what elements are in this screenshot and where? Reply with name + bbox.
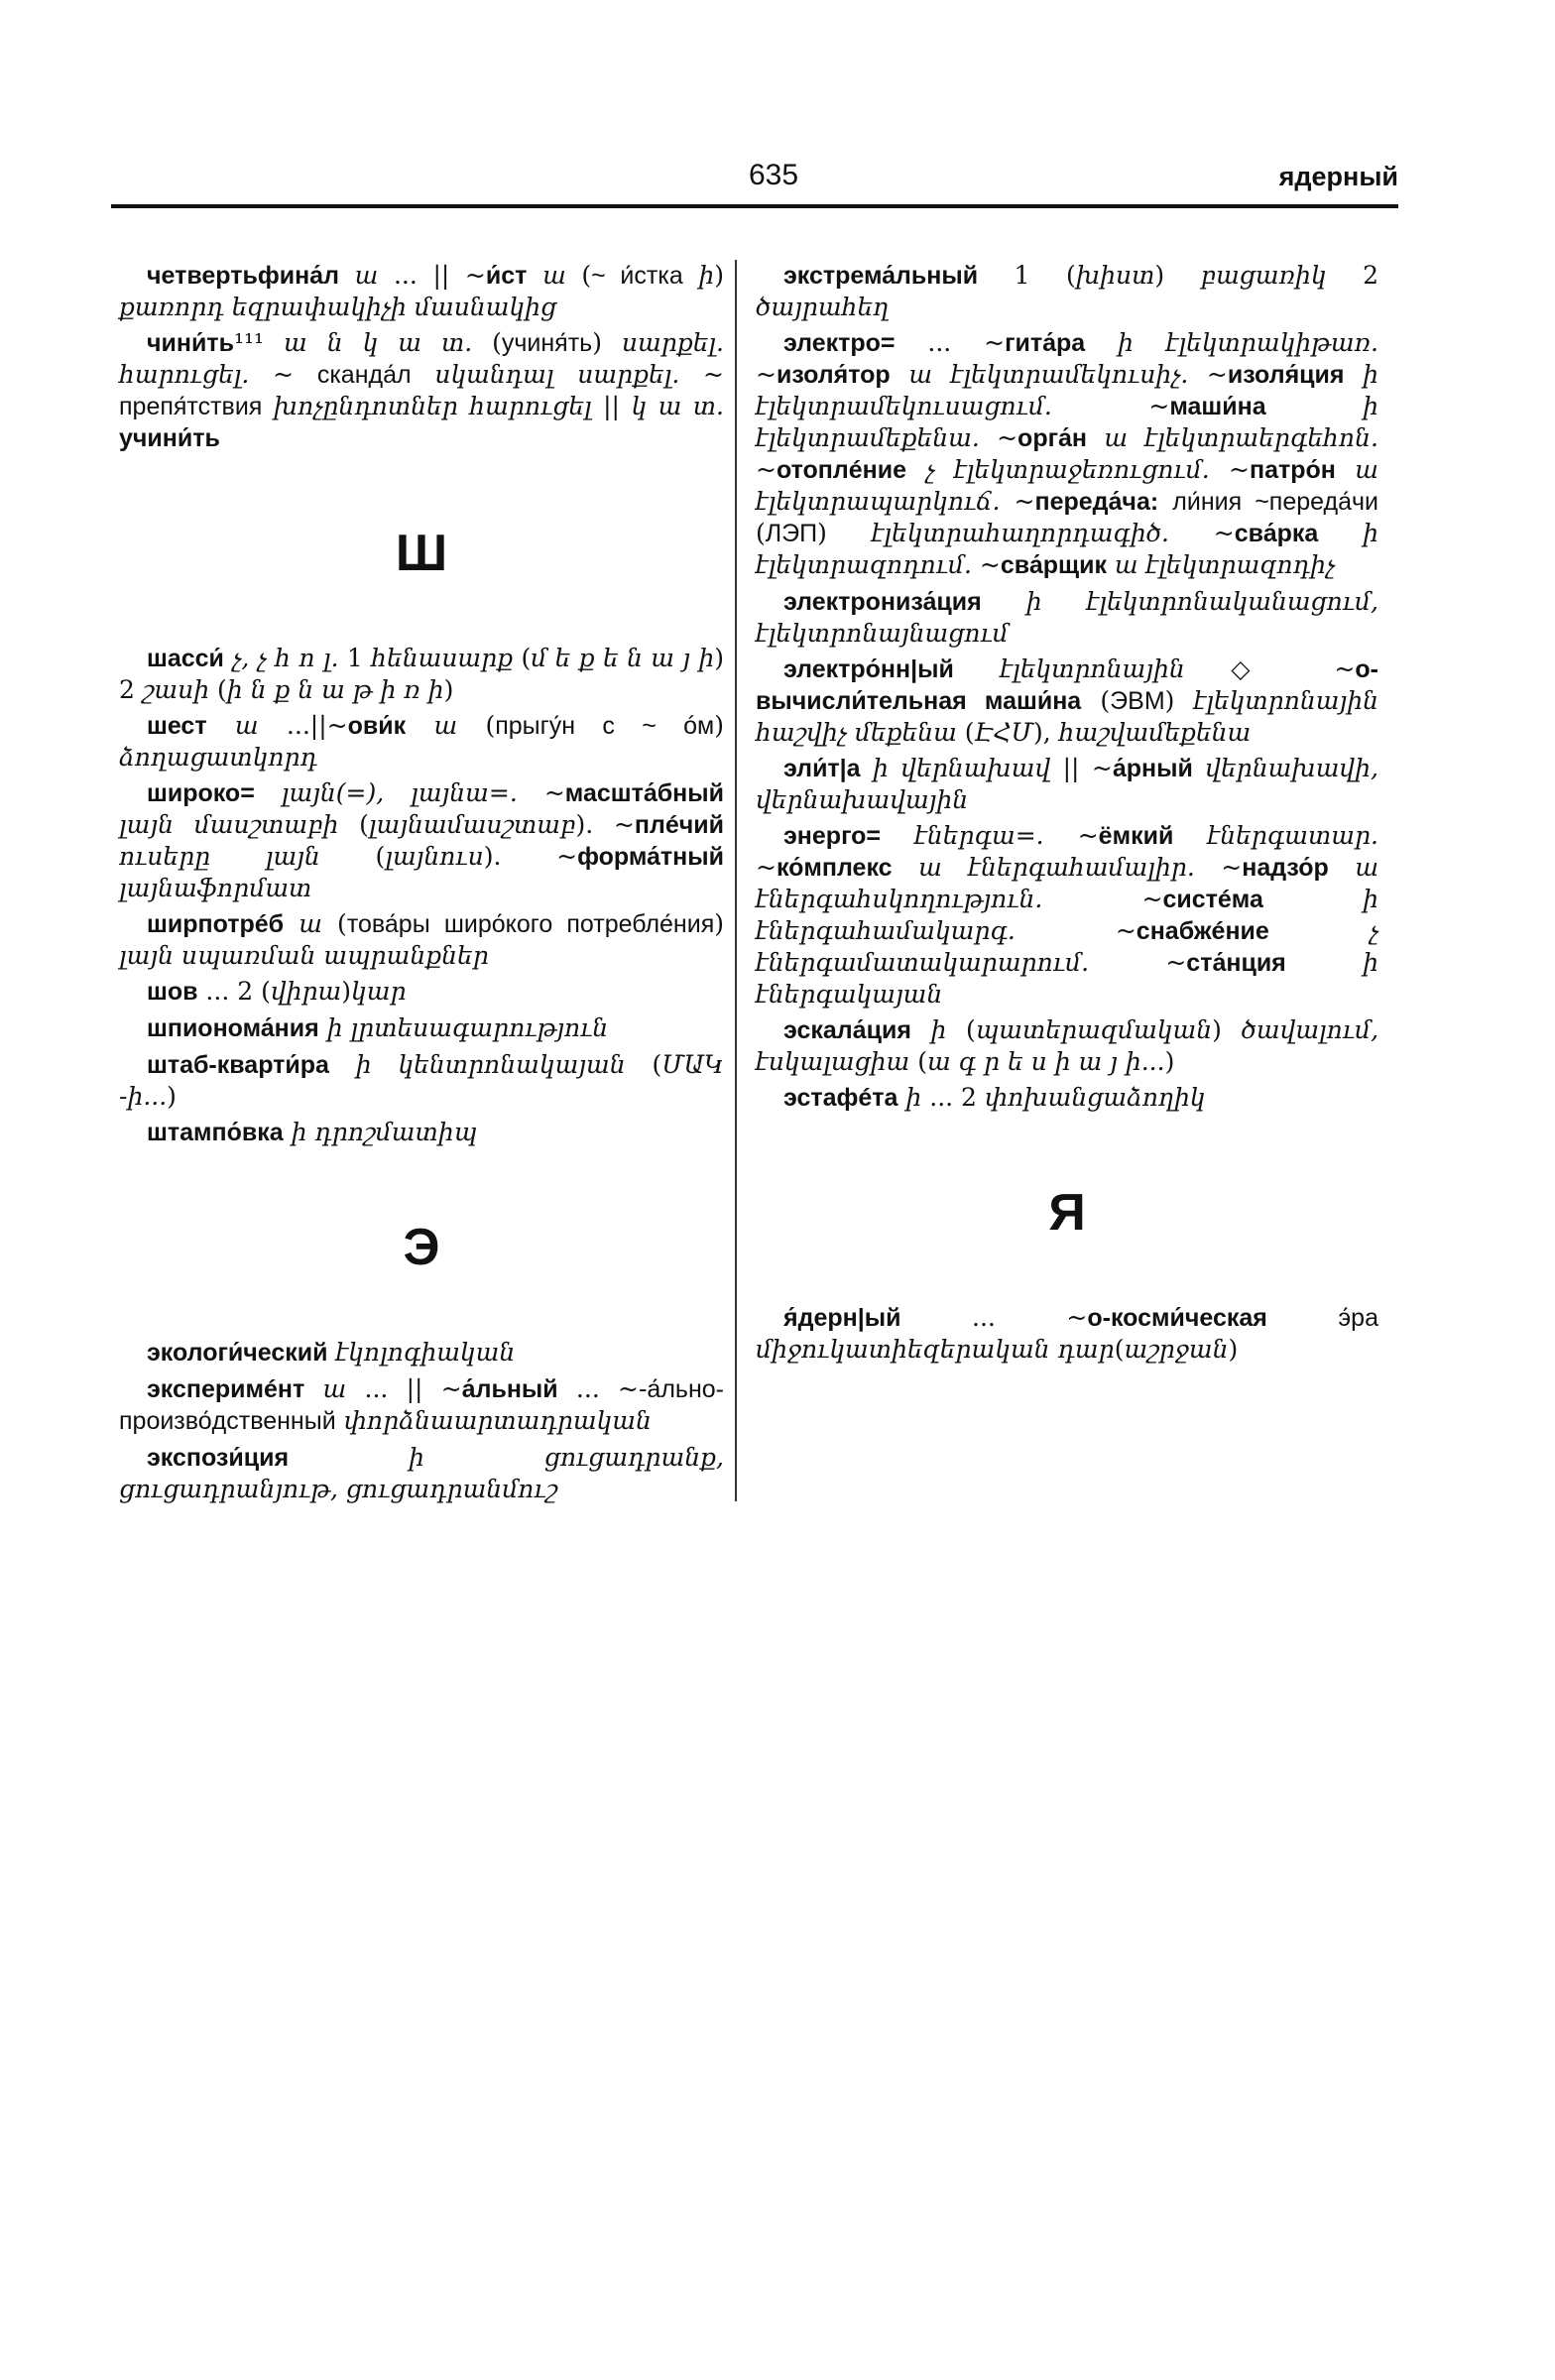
section-letter-e: Э [403, 1219, 440, 1276]
dictionary-entry: чини́ть¹¹¹ ա ն կ ա տ. (учиня́ть) սարքել. հարուցել. ~ сканда́л սկանդալ սարքել. ~ препя́тствия խոչընդոտներ հարուցել || կ ա տ. учини́ть [119, 328, 724, 452]
dictionary-entry: я́дерн|ый ... ~о-косми́ческая э́ра միջուկատիեզերական դար(աշրջան) [756, 1303, 1378, 1364]
dictionary-entry: шпионома́ния ի լրտեսագարություն [147, 1013, 609, 1042]
dictionary-entry: экстрема́льный 1 (խիստ) բացառիկ 2 ծայրահեղ [756, 261, 1378, 321]
dictionary-entry: электрониза́ция ի էլեկտրոնականացում, էլեկտրոնայնացում [756, 587, 1379, 648]
dictionary-entry: эскала́ция ի (պատերազմական) ծավալում, էսկալացիա (ա գ ր ե ս ի ա յ ի...) [756, 1015, 1379, 1076]
dictionary-entry: широко= լայն(=), լայնա=. ~масшта́бный լայն մասշտաբի (լայնամասշտաբ). ~плéчий ուսերը լայն (լայնուս). ~форма́тный լայնաֆորմատ [119, 778, 724, 902]
dictionary-entry: экспози́ция ի ցուցադրանք, ցուցադրանյութ, ցուցադրանմուշ [119, 1443, 724, 1503]
running-head: ядерный [1278, 162, 1398, 191]
column-divider [735, 260, 737, 1501]
dictionary-entry: шов ... 2 (վիրա)կար [147, 977, 407, 1006]
dictionary-entry: энерго= էներգա=. ~ёмкий էներգատար. ~ко́мплекс ш էներգահամալիր. ~надзо́р ш էներգահսկողություն. ~систéма ի էներգահամակարգ. ~снабжéние չ էներգամատակարարում. ~ста́нция ի էներգակայան [756, 821, 1378, 1009]
dictionary-entry: ширпотрéб ш (това́ры широ́кого потребле́ния) լայն սպառման ապրանքներ [119, 909, 725, 970]
dictionary-entry: эстафéта ի ... 2 փոխանցաձողիկ [783, 1083, 1206, 1112]
dictionary-entry: штампо́вка ի դրոշմատիպ [147, 1118, 478, 1146]
dictionary-entry: шест ш ...||~ови́к ш (прыгу́н с ~ óм) ձողացատկորդ [119, 711, 724, 772]
dictionary-entry: шасси́ չ, չ հ ո լ. 1 հենասարք (մ ե ք ե ն ա յ ի) 2 շասի (ի ն ք ն ա թ ի ռ ի) [119, 644, 724, 704]
left-column [119, 260, 724, 1509]
section-letter-ya: Я [1048, 1184, 1086, 1242]
dictionary-entry: штаб-кварти́ра ի կենտրոնակայան (ՄԱԿ -ի...) [119, 1050, 724, 1111]
section-letter-sha: Ш [395, 525, 448, 582]
page-number: 635 [748, 159, 799, 191]
dictionary-entry: электро= ... ~гита́ра ի էլեկտրակիթառ. ~изоля́тор ш էլեկտրամեկուսիչ. ~изоля́ция ի էլեկտրամեկուսացում. ~маши́на ի էլեկտրամեքենա. ~орга́н ш էլեկտրաերգեհոն. ~отоплéние չ էլեկտրաջեռուցում. ~патро́н ш էլեկտրապարկուճ. ~переда́ча: ли́ния ~переда́чи (ЛЭП) էլեկտրահաղորդագիծ. ~сва́рка ի էլեկտրազոդում. ~сва́рщик ш էլեկտրազոդիչ [756, 328, 1379, 579]
dictionary-entry: четвертьфина́л ш ... || ~и́ст ш (~ и́стка ի) քառորդ եզրափակիչի մասնակից [119, 261, 725, 321]
header-rule [111, 204, 1398, 208]
dictionary-entry: эли́т|а ի վերնախավ || ~а́рный վերնախավի, վերնախավային [756, 754, 1378, 814]
dictionary-entry: электро́нн|ый էլեկտրոնային ◇ ~о-вычисли́тельная маши́на (ЭВМ) էլեկտրոնային հաշվիչ մեքենա (ԷՀՄ), հաշվամեքենա [756, 654, 1379, 747]
dictionary-entry: эксперимéнт ш ... || ~а́льный ... ~-а́льно-произво́дственный փորձնաարտադրական [119, 1374, 724, 1435]
right-column [756, 260, 1378, 1369]
dictionary-entry: экологи́ческий էկոլոգիական [147, 1338, 516, 1367]
